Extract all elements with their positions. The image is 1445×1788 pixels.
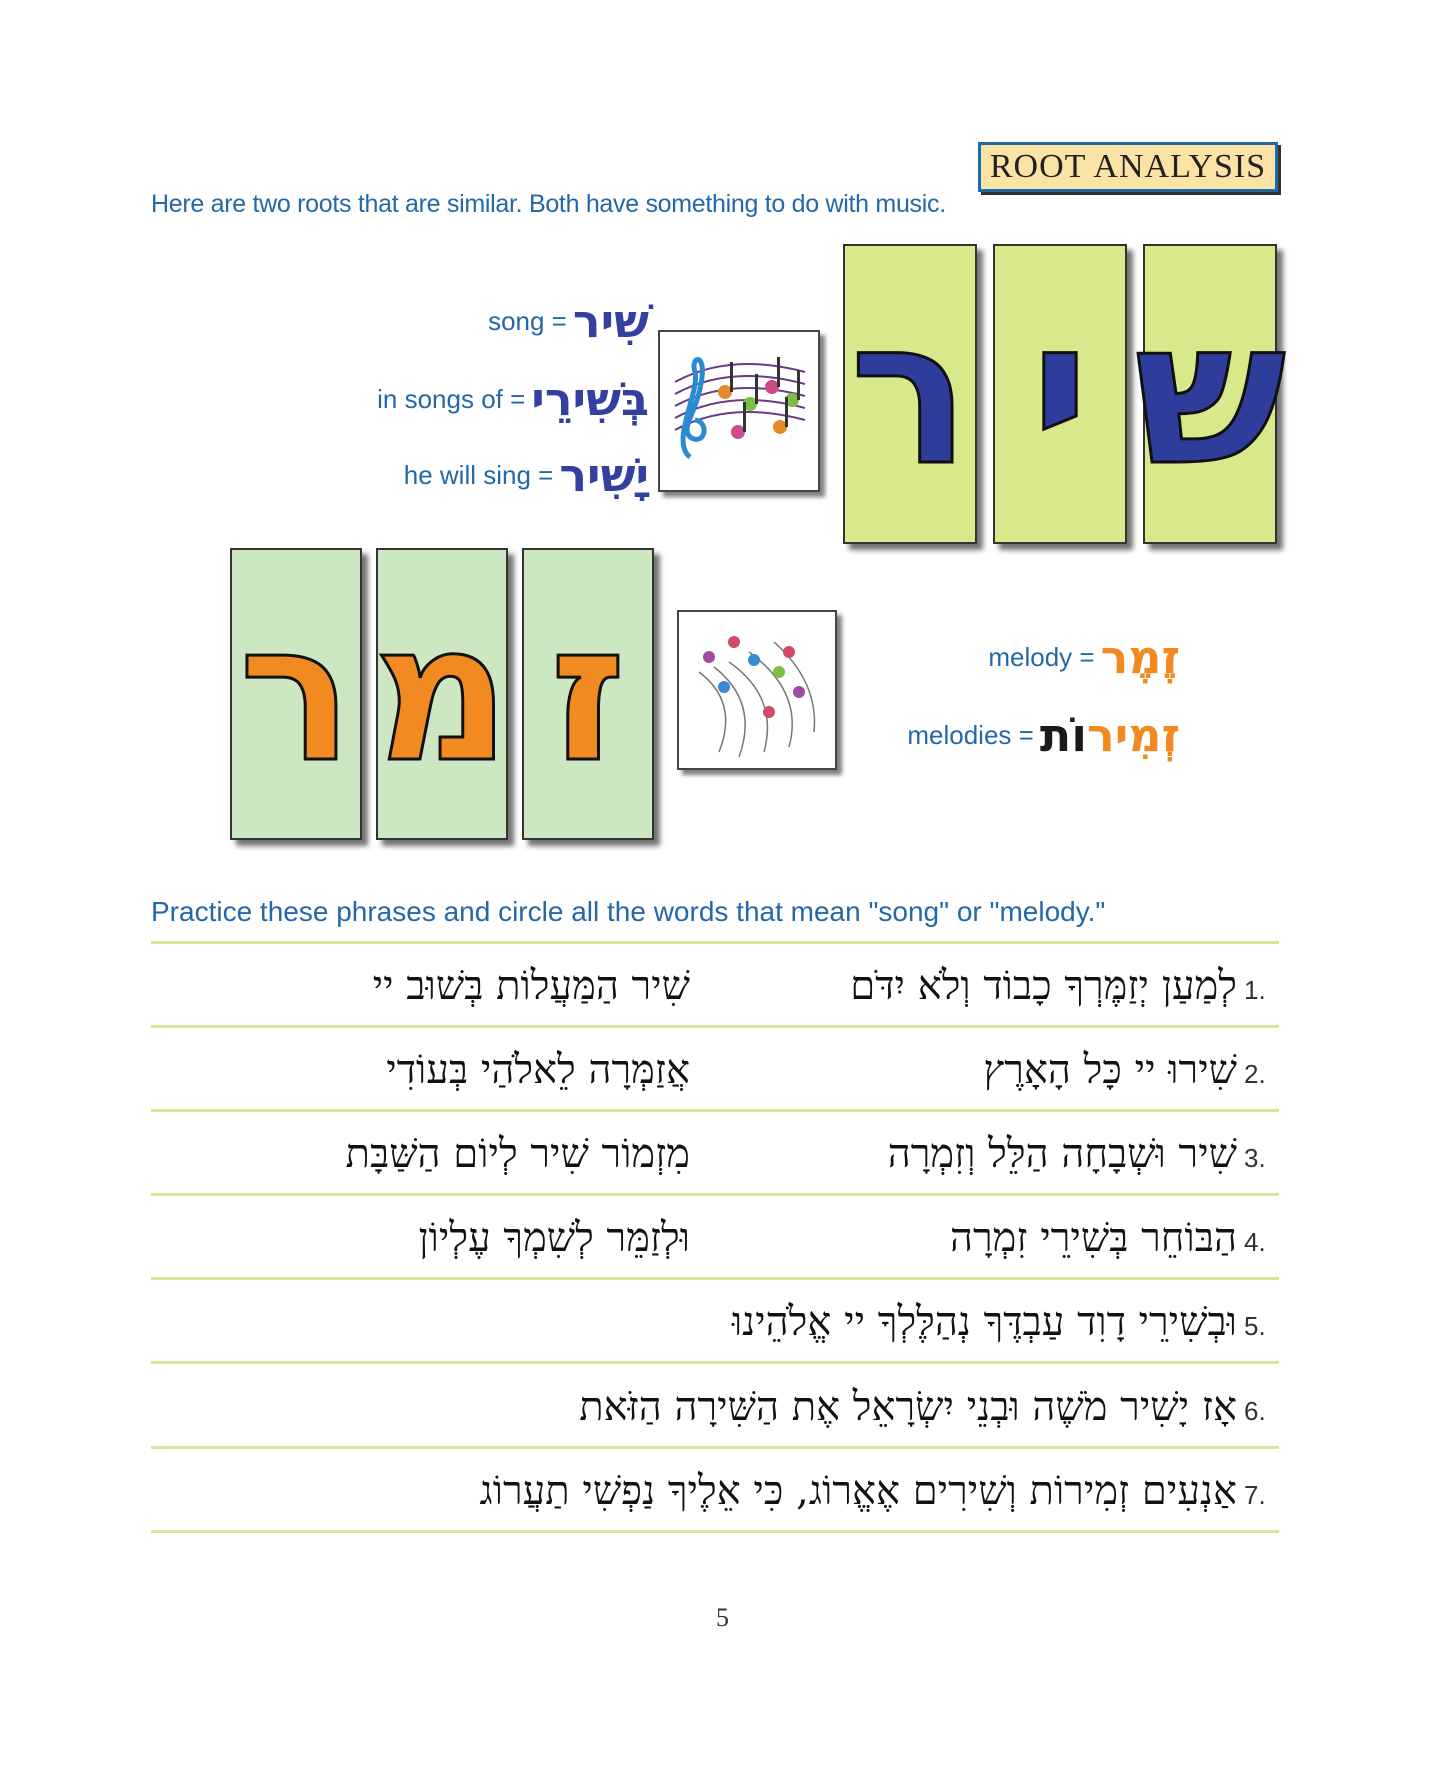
phrase-left: שִׁיר הַמַּעֲלוֹת בְּשׁוּב יי bbox=[372, 963, 690, 1009]
root-analysis-badge: ROOT ANALYSIS bbox=[978, 142, 1278, 192]
word-english: song = bbox=[488, 305, 567, 336]
word-hebrew: זֶמֶר bbox=[1100, 630, 1180, 684]
divider bbox=[151, 1025, 1279, 1028]
root2-word-melody bbox=[988, 630, 1180, 684]
divider bbox=[151, 1530, 1279, 1533]
root1-letter-yud: י bbox=[993, 244, 1127, 544]
word-hebrew-suffix: וֹת bbox=[1039, 708, 1088, 762]
line-number: 3. bbox=[1244, 1143, 1266, 1173]
divider bbox=[151, 1277, 1279, 1280]
root1-letter-resh: ר bbox=[843, 244, 977, 544]
divider bbox=[151, 1193, 1279, 1196]
phrase-right: אָז יָשִׁיר מֹשֶׁה וּבְנֵי יִשְׂרָאֵל אֶת הַשִּׁירָה הַזֹּאת bbox=[579, 1384, 1237, 1430]
divider bbox=[151, 1361, 1279, 1364]
root2-letter-zayin: ז bbox=[522, 548, 654, 840]
phrase-left: אֲזַמְּרָה לֵאלֹהַי בְּעוֹדִי bbox=[386, 1047, 690, 1093]
word-english: melodies = bbox=[907, 719, 1034, 750]
line-number: 2. bbox=[1244, 1059, 1266, 1089]
line-number: 1. bbox=[1244, 975, 1266, 1005]
practice-instruction: Practice these phrases and circle all the words that mean "song" or "melody." bbox=[151, 896, 1106, 927]
root2-word-melodies bbox=[907, 708, 1180, 762]
root1-word-in-songs-of bbox=[377, 372, 649, 426]
word-english: in songs of = bbox=[377, 383, 526, 414]
phrase-right: שִׁיר וּשְׁבָחָה הַלֵּל וְזִמְרָה bbox=[887, 1131, 1237, 1177]
root1-letter-shin: ש bbox=[1143, 244, 1277, 544]
root2-letter-mem: מ bbox=[376, 548, 508, 840]
divider bbox=[151, 1446, 1279, 1449]
root2-letter-resh: ר bbox=[230, 548, 362, 840]
divider bbox=[151, 1109, 1279, 1112]
phrase-left: מִזְמוֹר שִׁיר לְיוֹם הַשַּׁבָּת bbox=[345, 1131, 690, 1177]
phrase-left: וּלְזַמֵּר לְשִׁמְךָ עֶלְיוֹן bbox=[418, 1215, 690, 1261]
root1-image bbox=[658, 330, 820, 492]
page-number: 5 bbox=[716, 1603, 729, 1632]
word-hebrew bbox=[1040, 708, 1180, 762]
phrase-right: הַבּוֹחֵר בְּשִׁירֵי זִמְרָה bbox=[949, 1215, 1237, 1261]
line-number: 4. bbox=[1244, 1227, 1266, 1257]
phrase-right: שִׁירוּ יי כָּל הָאָרֶץ bbox=[983, 1047, 1237, 1093]
flowing-music-notes-icon bbox=[679, 612, 835, 768]
line-number: 5. bbox=[1244, 1311, 1266, 1341]
word-hebrew: בְּשִׁירֵי bbox=[531, 372, 649, 426]
word-english: melody = bbox=[988, 641, 1095, 672]
word-hebrew: יָשִׁיר bbox=[559, 448, 649, 502]
divider bbox=[151, 941, 1279, 944]
word-hebrew: שִׁיר bbox=[572, 294, 649, 348]
word-english: he will sing = bbox=[403, 459, 554, 490]
phrase-right: לְמַעַן יְזַמֶּרְךָ כָבוֹד וְלֹא יִדֹּם bbox=[850, 963, 1237, 1009]
root2-image bbox=[677, 610, 837, 770]
music-staff-notes-icon bbox=[660, 332, 818, 490]
root1-word-song bbox=[488, 294, 649, 348]
intro-text: Here are two roots that are similar. Both have something to do with music. bbox=[151, 190, 946, 218]
word-hebrew-root: זְמִיר bbox=[1087, 708, 1180, 762]
line-number: 6. bbox=[1244, 1396, 1266, 1426]
phrase-right: וּבְשִׁירֵי דָוִד עַבְדֶּךָ נְהַלֶּלְךָ יי אֱלֹהֵינוּ bbox=[731, 1299, 1237, 1345]
line-number: 7. bbox=[1244, 1480, 1266, 1510]
phrase-right: אַנְעִים זְמִירוֹת וְשִׁירִים אֶאֱרוֹג, כִּי אֵלֶיךָ נַפְשִׁי תַעֲרוֹג bbox=[479, 1468, 1237, 1514]
root1-word-he-will-sing bbox=[404, 448, 649, 502]
